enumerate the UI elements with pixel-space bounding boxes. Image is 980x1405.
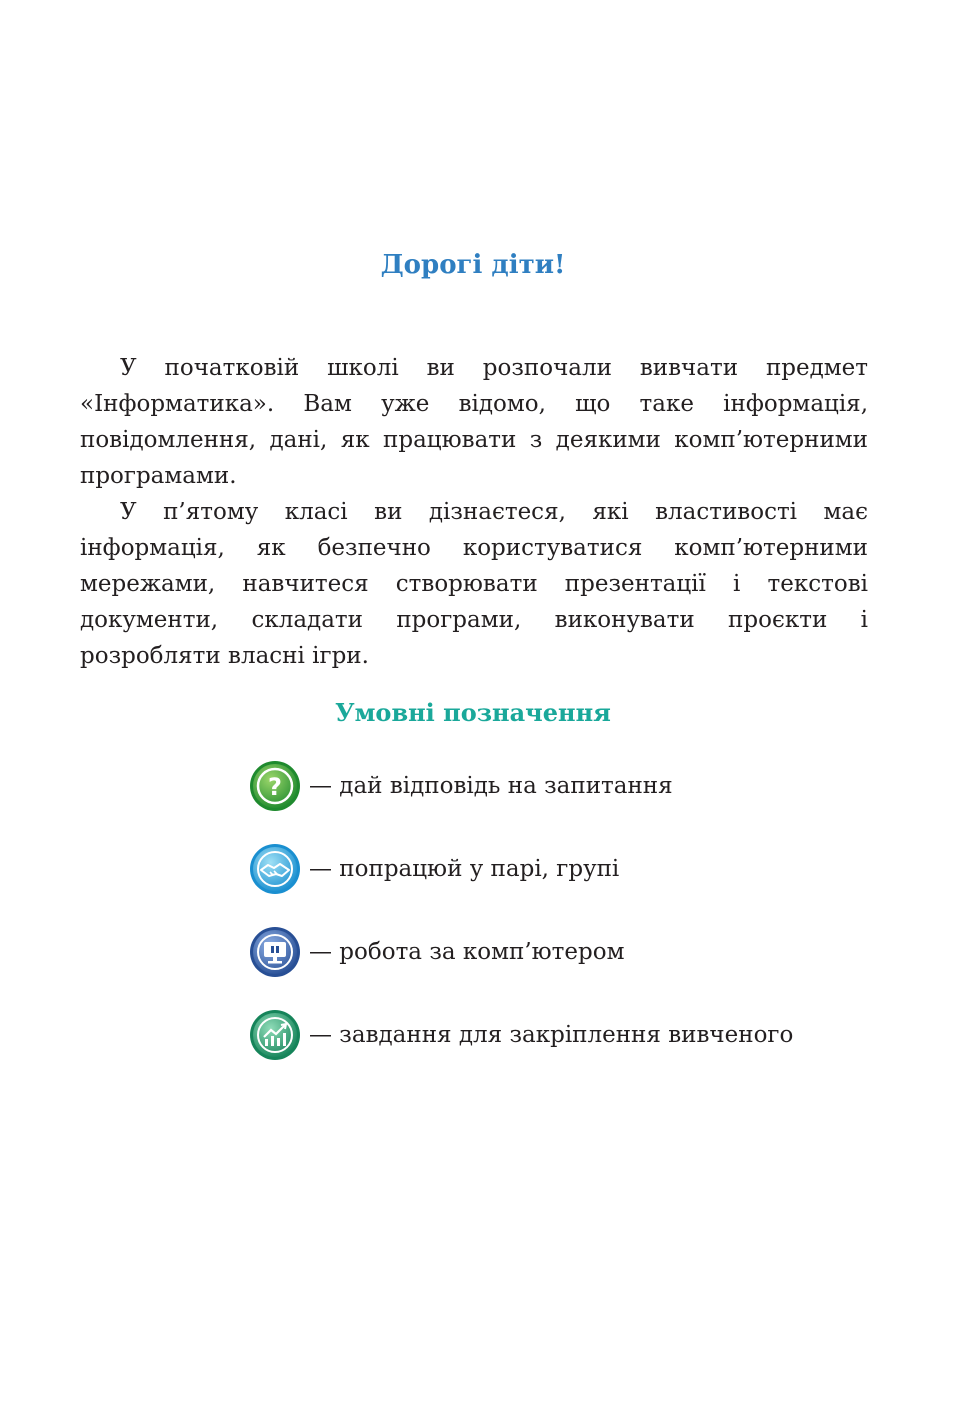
intro-paragraph-2: У п’ятому класі ви дізнаєтеся, які властивості має інформація, як безпечно користуватися комп’ютерними мережами, навчитеся створювати презентації і текстові документи, складати програми, виконувати проєкти і розробляти власні ігри. (80, 499, 868, 669)
page-title: Дорогі діти! (380, 250, 566, 280)
legend-item-review-task (249, 1009, 793, 1061)
question-icon (249, 760, 301, 812)
computer-icon (249, 926, 301, 978)
legend-title: Умовні позначення (335, 698, 611, 727)
legend-item-computer-work (249, 926, 624, 978)
growth-chart-icon (249, 1009, 301, 1061)
legend-item-pair-work (249, 843, 619, 895)
legend-text: — робота за комп’ютером (309, 939, 625, 965)
legend-item-question (249, 760, 673, 812)
legend-text: — попрацюй у парі, групі (309, 856, 620, 882)
legend-text: — дай відповідь на запитання (309, 773, 673, 799)
intro-paragraph-1: У початковій школі ви розпочали вивчати предмет «Інформатика». Вам уже відомо, що таке інформація, повідомлення, дані, як працювати з деякими комп’ютерними програмами. (80, 355, 868, 489)
handshake-icon (249, 843, 301, 895)
legend-text: — завдання для закріплення вивченого (309, 1022, 794, 1048)
svg-text:?: ? (268, 773, 282, 801)
intro-text (80, 350, 868, 674)
